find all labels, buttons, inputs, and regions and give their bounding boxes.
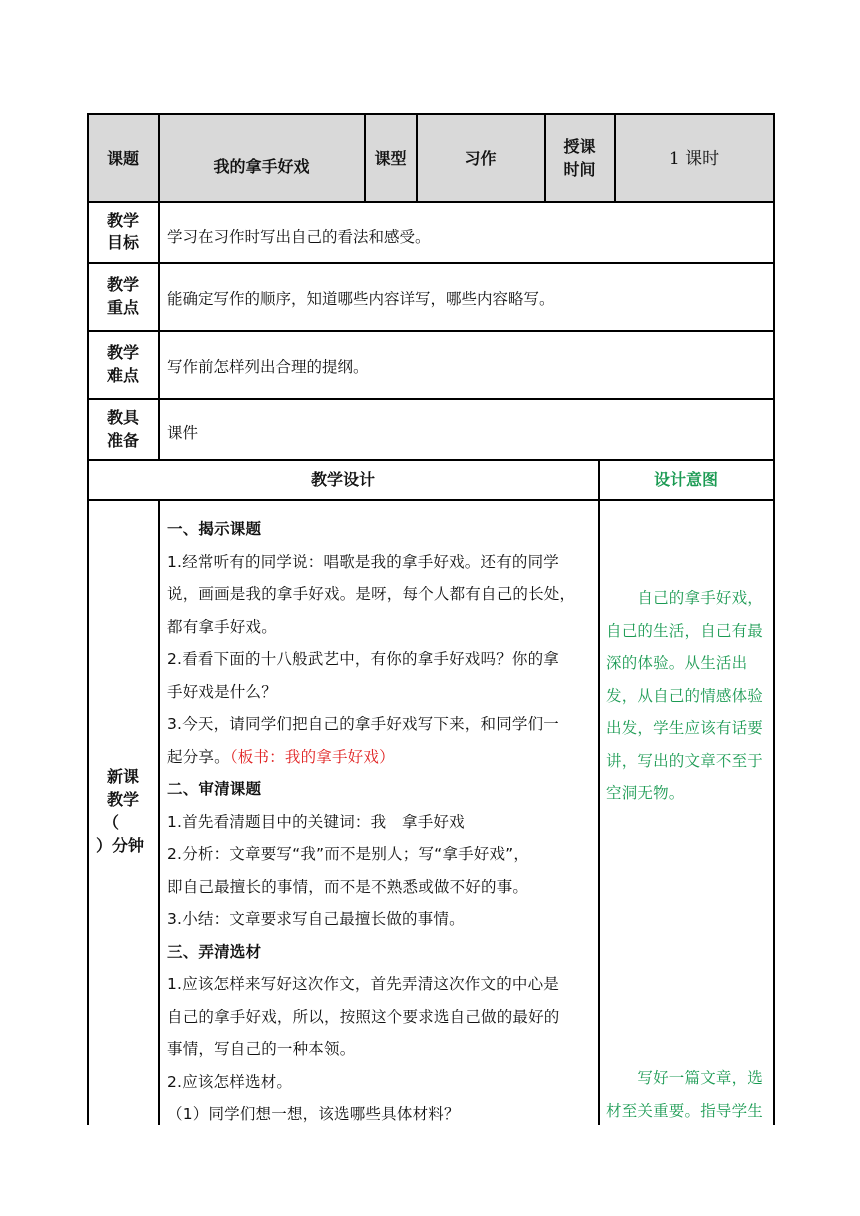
topic-label: 课题 [106, 149, 139, 168]
materials-value: 课件 [167, 424, 199, 442]
design-line: 说，画画是我的拿手好戏。是呀，每个人都有自己的长处， [167, 585, 576, 603]
section-1-heading: 一、揭示课题 [167, 520, 262, 538]
design-line-with-board-note [167, 741, 597, 774]
materials-label-2: 准备 [106, 431, 139, 450]
design-line: 2.应该怎样选材。 [167, 1072, 293, 1091]
type-label: 课型 [374, 149, 407, 168]
key-point-label-2: 重点 [106, 298, 139, 317]
section-3-heading: 三、弄清选材 [167, 942, 262, 961]
design-line: 1.经常听有的同学说：唱歌是我的拿手好戏。还有的同学 [167, 552, 559, 571]
design-body [167, 513, 597, 1131]
intent-line: 空洞无物。 [606, 784, 685, 802]
intent-line: 出发，学生应该有话要 [606, 719, 764, 737]
section-2-heading: 二、审清课题 [167, 780, 262, 798]
difficulty-label-1: 教学 [106, 343, 139, 362]
design-line-text: 起分享。 [167, 747, 230, 766]
time-value: 1 课时 [668, 149, 720, 169]
design-line: 即自己最擅长的事情，而不是不熟悉或做不好的事。 [167, 877, 529, 896]
design-line: 自己的拿手好戏，所以，按照这个要求选自己做的最好的 [167, 1007, 560, 1026]
side-label-1: 新课 [106, 767, 139, 786]
objective-label-1: 教学 [106, 211, 139, 230]
objective-value: 学习在习作时写出自己的看法和感受。 [167, 228, 431, 246]
design-line: （1）同学们想一想，该选哪些具体材料？ [167, 1105, 460, 1123]
design-line: 3.小结：文章要求写自己最擅长做的事情。 [167, 910, 465, 928]
difficulty-value: 写作前怎样列出合理的提纲。 [167, 358, 369, 376]
design-line: 3.今天，请同学们把自己的拿手好戏写下来，和同学们一 [167, 715, 559, 733]
intent-heading: 设计意图 [653, 470, 718, 489]
intent-line: 深的体验。从生活出 [606, 654, 748, 672]
intent-line: 写好一篇文章，选 [606, 1069, 764, 1087]
board-note: （板书：我的拿手好戏） [229, 747, 395, 766]
materials-label-1: 教具 [106, 408, 139, 427]
key-point-label-1: 教学 [106, 275, 139, 294]
intent-line: 讲，写出的文章不至于 [606, 751, 764, 770]
intent-line: 自己的拿手好戏， [606, 589, 764, 607]
intent-line: 材至关重要。指导学生 [606, 1101, 764, 1120]
design-line: 1.应该怎样来写好这次作文，首先弄清这次作文的中心是 [167, 975, 559, 993]
side-label-2: 教学 [106, 790, 139, 809]
design-heading: 教学设计 [310, 470, 375, 489]
design-line: 手好戏是什么？ [167, 682, 277, 701]
design-line: 2.看看下面的十八般武艺中，有你的拿手好戏吗？你的拿 [167, 650, 559, 668]
side-label-4: ）分钟 [96, 836, 145, 855]
design-line: 事情，写自己的一种本领。 [167, 1040, 356, 1058]
design-line: 都有拿手好戏。 [167, 617, 277, 636]
design-line: 2.分析：文章要写“我”而不是别人；写“拿手好戏”， [167, 845, 530, 863]
intent-block-2 [606, 1062, 772, 1127]
difficulty-label-2: 难点 [106, 366, 139, 385]
design-line: 1.首先看清题目中的关键词：我 拿手好戏 [167, 812, 465, 831]
time-label-line2: 时间 [563, 160, 596, 179]
topic-value: 我的拿手好戏 [213, 157, 310, 176]
side-label-3: （ [103, 813, 120, 832]
intent-line: 发，从自己的情感体验 [606, 686, 764, 705]
objective-label-2: 目标 [106, 233, 139, 252]
intent-block-1 [606, 582, 772, 810]
intent-line: 自己的生活，自己有最 [606, 621, 764, 640]
type-value: 习作 [464, 149, 497, 168]
key-point-value: 能确定写作的顺序，知道哪些内容详写，哪些内容略写。 [167, 290, 555, 308]
time-label-line1: 授课 [563, 137, 596, 156]
